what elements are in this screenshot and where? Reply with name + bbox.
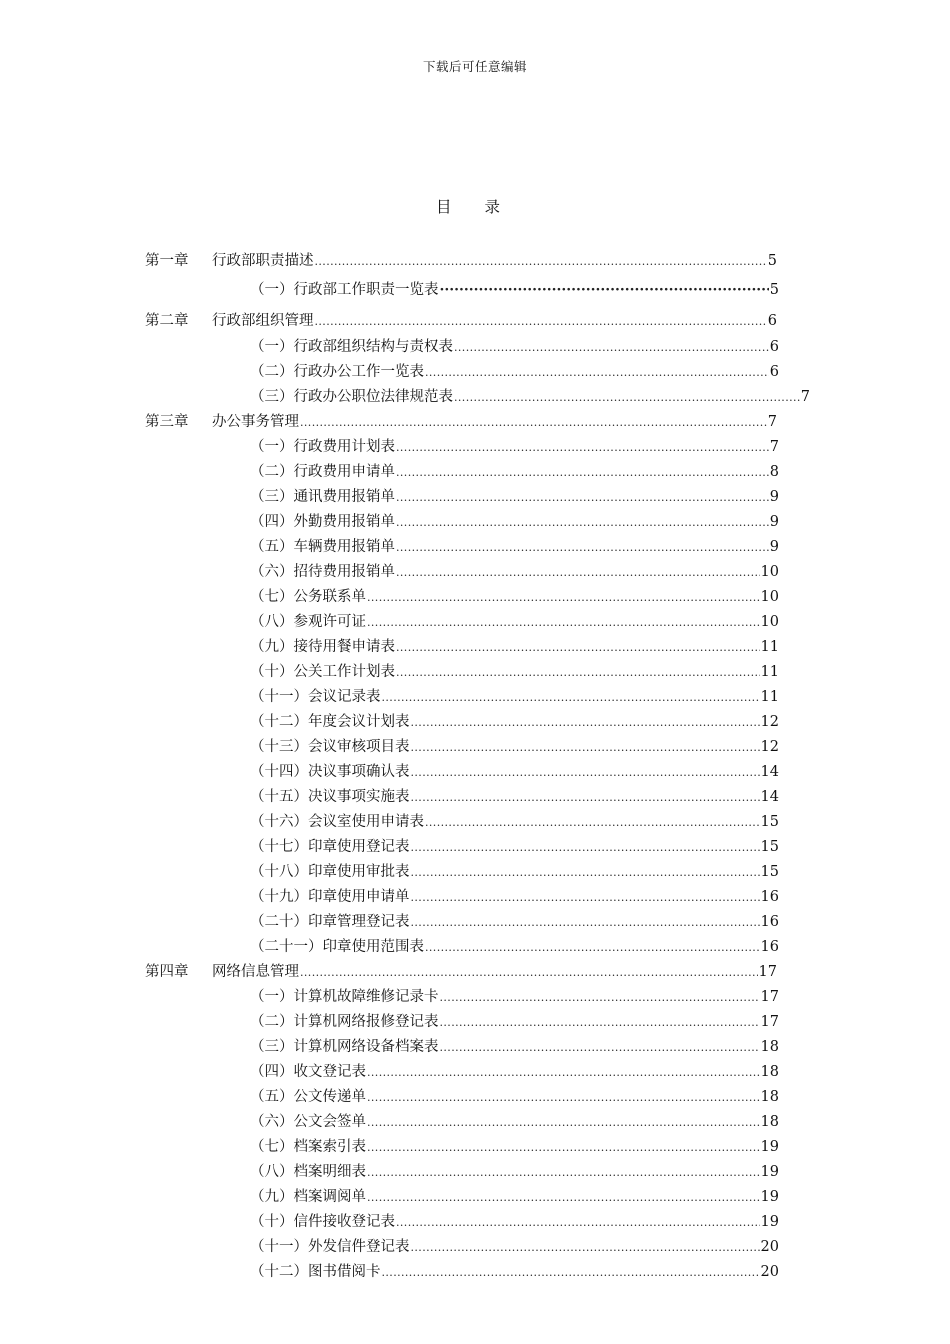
toc-entry-title: （十七）印章使用登记表 [250,839,410,855]
toc-entry-title: （十）信件接收登记表 [250,1214,395,1230]
dot-leader [411,836,760,859]
toc-section-entry[interactable] [250,1211,779,1233]
toc-page-number: 14 [760,764,779,780]
toc-entry-title: （一）行政部工作职责一览表 [250,282,439,298]
toc-chapter-entry[interactable] [212,411,777,433]
toc-page-number: 19 [760,1214,779,1230]
dot-leader [367,1136,760,1159]
dot-leader [367,1161,760,1184]
toc-section-entry[interactable] [250,1011,779,1033]
dot-leader [382,686,760,709]
toc-page-number: 10 [760,589,779,605]
toc-chapter-entry[interactable] [212,961,777,983]
chapter-number: 第一章 [145,253,189,269]
toc-section-entry[interactable] [250,336,779,358]
toc-entry-title: （二）计算机网络报修登记表 [250,1014,439,1030]
toc-page-number: 7 [769,439,779,455]
toc-entry-title: （三）行政办公职位法律规范表 [250,389,453,405]
dot-leader [315,310,767,333]
dot-leader [425,936,760,959]
toc-page-number: 6 [769,364,779,380]
toc-entry-title: （九）接待用餐申请表 [250,639,395,655]
page-header: 下载后可任意编辑 [422,59,527,74]
toc-section-entry[interactable] [250,936,779,958]
toc-entry-title: （一）行政费用计划表 [250,439,395,455]
toc-entry-title: （十）公关工作计划表 [250,664,395,680]
dot-leader [411,711,760,734]
toc-section-entry[interactable] [250,461,779,483]
toc-section-entry[interactable] [250,586,779,608]
toc-section-entry[interactable] [250,686,779,708]
dot-leader [411,786,760,809]
toc-chapter-entry[interactable] [212,250,777,272]
toc-section-entry[interactable] [250,711,779,733]
toc-page-number: 20 [760,1264,779,1280]
toc-entry-title: （十九）印章使用申请单 [250,889,410,905]
dot-leader [396,1211,760,1234]
chapter-number: 第三章 [145,414,189,430]
toc-page-number: 15 [760,814,779,830]
toc-entry-title: （七）档案索引表 [250,1139,366,1155]
toc-section-entry[interactable] [250,1036,779,1058]
toc-entry-title: （十二）年度会议计划表 [250,714,410,730]
chapter-number: 第二章 [145,313,189,329]
toc-section-entry[interactable] [250,486,779,508]
toc-page-number: 16 [760,939,779,955]
dot-leader [367,1186,760,1209]
toc-page-number: 18 [760,1114,779,1130]
dot-leader [425,811,760,834]
toc-page-number: 7 [800,389,810,405]
toc-page-number: 15 [760,864,779,880]
toc-section-entry[interactable] [250,511,779,533]
toc-page-number: 20 [760,1239,779,1255]
toc-section-entry[interactable] [250,811,779,833]
toc-entry-title: 行政部组织管理 [212,313,314,329]
toc-entry-title: （十八）印章使用审批表 [250,864,410,880]
toc-entry-title: （一）行政部组织结构与责权表 [250,339,453,355]
dot-leader [396,561,760,584]
dot-leader [440,279,769,301]
dot-leader [396,511,769,534]
dot-leader [396,636,760,659]
dot-leader [411,861,760,884]
toc-page-number: 9 [769,539,779,555]
toc-section-entry[interactable] [250,1111,779,1133]
toc-entry-title: （二）行政费用申请单 [250,464,395,480]
toc-page-number: 18 [760,1089,779,1105]
toc-section-entry[interactable] [250,436,779,458]
toc-page-number: 9 [769,514,779,530]
toc-page-number: 11 [760,689,779,705]
toc-entry-title: （十六）会议室使用申请表 [250,814,424,830]
dot-leader [300,411,767,434]
toc-page-number: 16 [760,914,779,930]
toc-page-number: 16 [760,889,779,905]
toc-section-entry[interactable] [250,736,779,758]
toc-page-number: 11 [760,664,779,680]
dot-leader [300,961,758,984]
dot-leader [411,886,760,909]
toc-section-entry[interactable] [250,1161,779,1183]
toc-page-number: 10 [760,564,779,580]
toc-page-number: 17 [758,964,777,980]
toc-page-number: 11 [760,639,779,655]
toc-page-number: 19 [760,1164,779,1180]
toc-entry-title: （三）计算机网络设备档案表 [250,1039,439,1055]
toc-entry-title: （二十）印章管理登记表 [250,914,410,930]
toc-page-number: 14 [760,789,779,805]
toc-section-entry[interactable] [250,1136,779,1158]
toc-page-number: 5 [769,282,779,298]
toc-entry-title: （二十一）印章使用范围表 [250,939,424,955]
toc-chapter-entry[interactable] [212,310,777,332]
toc-entry-title: 行政部职责描述 [212,253,314,269]
toc-section-entry[interactable] [250,911,779,933]
dot-leader [411,1236,760,1259]
toc-entry-title: 办公事务管理 [212,414,299,430]
toc-page-number: 8 [769,464,779,480]
toc-page-number: 18 [760,1039,779,1055]
dot-leader [396,436,769,459]
dot-leader [396,486,769,509]
toc-page-number: 6 [767,313,777,329]
toc-entry-title: （六）公文会签单 [250,1114,366,1130]
toc-section-entry[interactable] [250,761,779,783]
dot-leader [454,336,769,359]
toc-section-entry[interactable] [250,986,779,1008]
toc-section-entry[interactable] [250,1261,779,1283]
toc-entry-title: （四）外勤费用报销单 [250,514,395,530]
toc-section-entry[interactable] [250,661,779,683]
toc-page-number: 19 [760,1139,779,1155]
toc-entry-title: （七）公务联系单 [250,589,366,605]
toc-entry-title: （十一）外发信件登记表 [250,1239,410,1255]
dot-leader [440,1011,760,1034]
toc-entry-title: （十四）决议事项确认表 [250,764,410,780]
toc-entry-title: （八）档案明细表 [250,1164,366,1180]
toc-entry-title: （九）档案调阅单 [250,1189,366,1205]
dot-leader [315,250,767,273]
toc-section-entry[interactable] [250,1186,779,1208]
toc-entry-title: 网络信息管理 [212,964,299,980]
toc-section-entry[interactable] [250,1061,779,1083]
toc-section-entry[interactable] [250,886,779,908]
toc-page-number: 17 [760,989,779,1005]
dot-leader [367,1061,760,1084]
dot-leader [367,611,760,634]
dot-leader [454,386,800,409]
toc-section-entry[interactable] [250,786,779,808]
toc-page-number: 6 [769,339,779,355]
dot-leader [411,911,760,934]
toc-title: 目 录 [436,198,514,216]
toc-entry-title: （十一）会议记录表 [250,689,381,705]
toc-section-entry[interactable] [250,279,779,301]
toc-page-number: 10 [760,614,779,630]
dot-leader [367,586,760,609]
toc-page-number: 12 [760,714,779,730]
toc-entry-title: （十五）决议事项实施表 [250,789,410,805]
toc-page-number: 17 [760,1014,779,1030]
dot-leader [440,1036,760,1059]
dot-leader [396,461,769,484]
toc-entry-title: （十三）会议审核项目表 [250,739,410,755]
toc-page-number: 18 [760,1064,779,1080]
dot-leader [440,986,760,1009]
toc-section-entry[interactable] [250,836,779,858]
dot-leader [411,736,760,759]
toc-section-entry[interactable] [250,561,779,583]
toc-section-entry[interactable] [250,386,810,408]
toc-entry-title: （八）参观许可证 [250,614,366,630]
dot-leader [367,1111,760,1134]
dot-leader [425,361,769,384]
dot-leader [382,1261,760,1284]
toc-entry-title: （十二）图书借阅卡 [250,1264,381,1280]
toc-entry-title: （一）计算机故障维修记录卡 [250,989,439,1005]
dot-leader [411,761,760,784]
toc-entry-title: （四）收文登记表 [250,1064,366,1080]
toc-page-number: 12 [760,739,779,755]
toc-page-number: 5 [767,253,777,269]
toc-page-number: 7 [767,414,777,430]
toc-section-entry[interactable] [250,861,779,883]
toc-page-number: 15 [760,839,779,855]
toc-section-entry[interactable] [250,1236,779,1258]
dot-leader [367,1086,760,1109]
toc-entry-title: （二）行政办公工作一览表 [250,364,424,380]
toc-entry-title: （五）车辆费用报销单 [250,539,395,555]
toc-page-number: 19 [760,1189,779,1205]
toc-section-entry[interactable] [250,636,779,658]
toc-section-entry[interactable] [250,1086,779,1108]
dot-leader [396,536,769,559]
toc-entry-title: （三）通讯费用报销单 [250,489,395,505]
dot-leader [396,661,760,684]
toc-section-entry[interactable] [250,536,779,558]
toc-section-entry[interactable] [250,361,779,383]
toc-section-entry[interactable] [250,611,779,633]
chapter-number: 第四章 [145,964,189,980]
toc-page-number: 9 [769,489,779,505]
toc-entry-title: （六）招待费用报销单 [250,564,395,580]
toc-entry-title: （五）公文传递单 [250,1089,366,1105]
